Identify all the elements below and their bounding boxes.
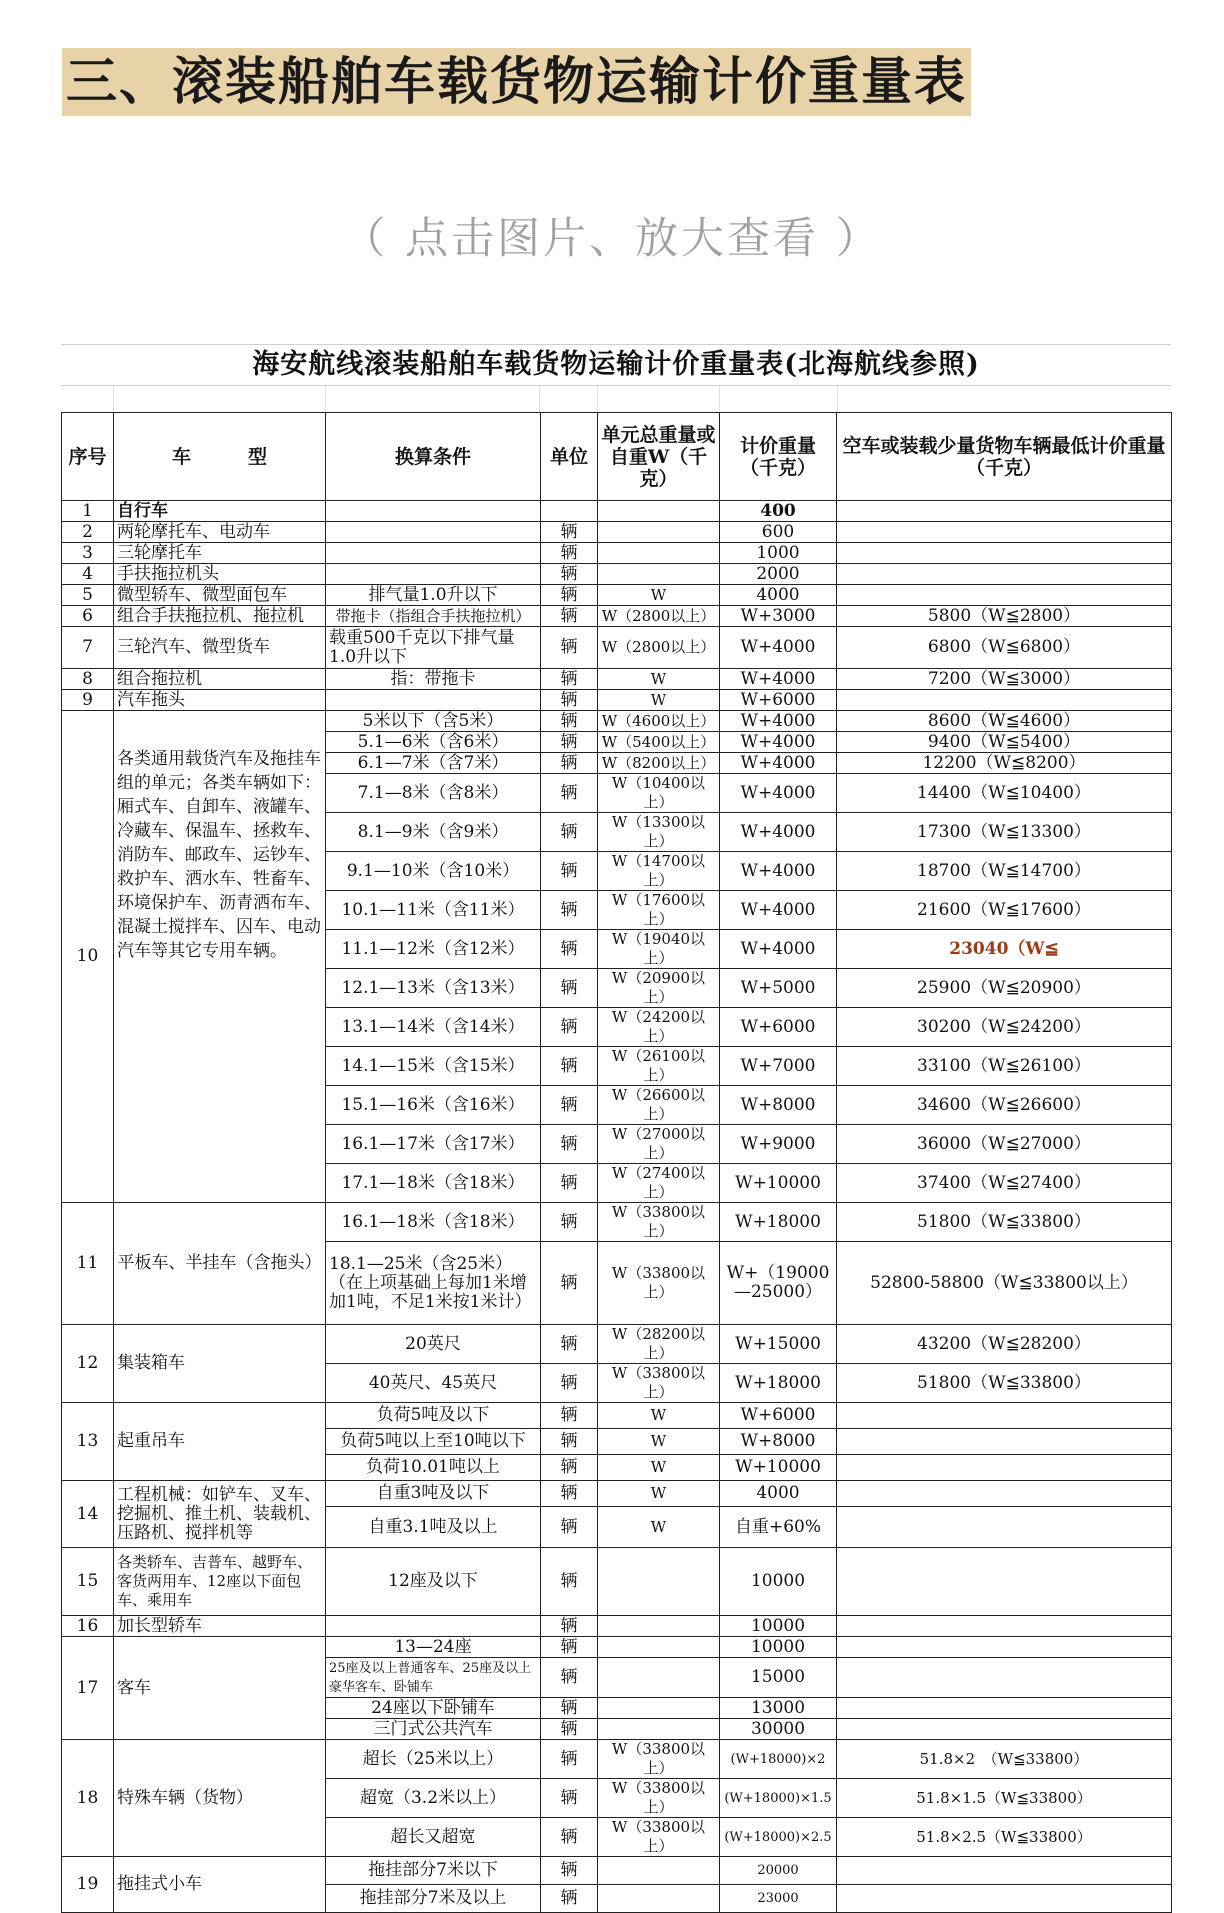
- table-row: [62, 564, 1172, 585]
- unit: 辆: [541, 585, 598, 606]
- row-no: 1: [62, 501, 114, 522]
- gross-weight: W（24200以上）: [598, 1008, 720, 1047]
- condition: 拖挂部分7米及以上: [326, 1885, 541, 1913]
- gross-weight: W（14700以上）: [598, 852, 720, 891]
- gross-weight: W（33800以上）: [598, 1364, 720, 1403]
- vehicle-type: 集装箱车: [114, 1325, 326, 1403]
- unit: 辆: [541, 1164, 598, 1203]
- condition: 拖挂部分7米以下: [326, 1857, 541, 1885]
- table-row: [62, 1857, 1172, 1885]
- condition: 6.1—7米（含7米）: [326, 753, 541, 774]
- table-row: [62, 669, 1172, 690]
- table-row: [62, 627, 1172, 669]
- min-weight: 33100（W≦26100）: [837, 1047, 1172, 1086]
- gross-weight: W（17600以上）: [598, 891, 720, 930]
- row-no: 18: [62, 1740, 114, 1857]
- unit: 辆: [541, 1429, 598, 1455]
- vehicle-type: 三轮摩托车: [114, 543, 326, 564]
- price-weight: (W+18000)×2: [720, 1740, 837, 1779]
- vehicle-type: 三轮汽车、微型货车: [114, 627, 326, 669]
- min-weight: 9400（W≦5400）: [837, 732, 1172, 753]
- table-row: [62, 1548, 1172, 1616]
- min-weight: 25900（W≦20900）: [837, 969, 1172, 1008]
- col-header-no: 序号: [62, 413, 114, 501]
- min-weight: [837, 1719, 1172, 1740]
- gross-weight: W（33800以上）: [598, 1242, 720, 1325]
- unit: 辆: [541, 1507, 598, 1548]
- unit: 辆: [541, 1203, 598, 1242]
- unit: 辆: [541, 1637, 598, 1658]
- price-weight: (W+18000)×1.5: [720, 1779, 837, 1818]
- price-weight: W+5000: [720, 969, 837, 1008]
- row-no: 17: [62, 1637, 114, 1740]
- condition: 负荷10.01吨以上: [326, 1455, 541, 1481]
- price-weight: 400: [720, 501, 837, 522]
- min-weight: 21600（W≦17600）: [837, 891, 1172, 930]
- condition: 载重500千克以下排气量1.0升以下: [326, 627, 541, 669]
- gross-weight: W: [598, 1481, 720, 1507]
- gross-weight: W（2800以上）: [598, 627, 720, 669]
- condition: 超宽（3.2米以上）: [326, 1779, 541, 1818]
- condition: 25座及以上普通客车、25座及以上豪华客车、卧铺车: [326, 1658, 541, 1698]
- condition: 负荷5吨以上至10吨以下: [326, 1429, 541, 1455]
- price-weight: W+7000: [720, 1047, 837, 1086]
- price-weight: W+18000: [720, 1364, 837, 1403]
- table-row: [62, 711, 1172, 732]
- gross-weight: W（26100以上）: [598, 1047, 720, 1086]
- condition: 7.1—8米（含8米）: [326, 774, 541, 813]
- row-no: 11: [62, 1203, 114, 1325]
- unit: 辆: [541, 1616, 598, 1637]
- price-weight: 15000: [720, 1658, 837, 1698]
- price-weight: 600: [720, 522, 837, 543]
- row-no: 10: [62, 711, 114, 1203]
- min-weight: [837, 1507, 1172, 1548]
- vehicle-type: 微型轿车、微型面包车: [114, 585, 326, 606]
- blank-row: [61, 384, 1171, 412]
- condition: [326, 1616, 541, 1637]
- row-no: 12: [62, 1325, 114, 1403]
- price-weight: W+4000: [720, 813, 837, 852]
- zoom-hint[interactable]: （ 点击图片、放大查看 ）: [342, 214, 882, 264]
- gross-weight: W: [598, 1507, 720, 1548]
- gross-weight: W（20900以上）: [598, 969, 720, 1008]
- unit: 辆: [541, 1658, 598, 1698]
- vehicle-type: 加长型轿车: [114, 1616, 326, 1637]
- price-weight: W+4000: [720, 930, 837, 969]
- min-weight: 30200（W≦24200）: [837, 1008, 1172, 1047]
- row-no: 4: [62, 564, 114, 585]
- unit: 辆: [541, 1403, 598, 1429]
- price-weight: W+4000: [720, 627, 837, 669]
- unit: 辆: [541, 1086, 598, 1125]
- data-table: [61, 412, 1172, 1913]
- price-weight: W+4000: [720, 732, 837, 753]
- unit: 辆: [541, 1242, 598, 1325]
- price-weight: W+10000: [720, 1455, 837, 1481]
- condition: 排气量1.0升以下: [326, 585, 541, 606]
- gross-weight: [598, 1548, 720, 1616]
- table-row: [62, 1481, 1172, 1507]
- unit: 辆: [541, 627, 598, 669]
- row-no: 13: [62, 1403, 114, 1481]
- col-header-unit: 单位: [541, 413, 598, 501]
- min-weight: 51.8×2 （W≦33800）: [837, 1740, 1172, 1779]
- condition: 8.1—9米（含9米）: [326, 813, 541, 852]
- gross-weight: W（33800以上）: [598, 1740, 720, 1779]
- condition: 13—24座: [326, 1637, 541, 1658]
- unit: 辆: [541, 1818, 598, 1857]
- condition: 20英尺: [326, 1325, 541, 1364]
- vehicle-type: 各类通用载货汽车及拖挂车组的单元；各类车辆如下：厢式车、自卸车、液罐车、冷藏车、保温车、拯救车、消防车、邮政车、运钞车、救护车、洒水车、牲畜车、环境保护车、沥青洒布车、混凝土搅拌车、囚车、电动汽车等其它专用车辆。: [114, 711, 326, 1203]
- condition: 17.1—18米（含18米）: [326, 1164, 541, 1203]
- price-weight: W+6000: [720, 1008, 837, 1047]
- condition: 40英尺、45英尺: [326, 1364, 541, 1403]
- price-weight: 13000: [720, 1698, 837, 1719]
- row-no: 2: [62, 522, 114, 543]
- min-weight: 6800（W≦6800）: [837, 627, 1172, 669]
- price-weight: W+3000: [720, 606, 837, 627]
- gross-weight: W（10400以上）: [598, 774, 720, 813]
- condition: 9.1—10米（含10米）: [326, 852, 541, 891]
- condition: 16.1—18米（含18米）: [326, 1203, 541, 1242]
- unit: 辆: [541, 813, 598, 852]
- vehicle-type: 组合拖拉机: [114, 669, 326, 690]
- min-weight: 43200（W≦28200）: [837, 1325, 1172, 1364]
- min-weight: 18700（W≦14700）: [837, 852, 1172, 891]
- price-weight: 23000: [720, 1885, 837, 1913]
- unit: 辆: [541, 1719, 598, 1740]
- gross-weight: W: [598, 690, 720, 711]
- min-weight: 51800（W≦33800）: [837, 1364, 1172, 1403]
- table-row: [62, 1403, 1172, 1429]
- price-weight: 10000: [720, 1616, 837, 1637]
- unit: 辆: [541, 1008, 598, 1047]
- vehicle-type: 工程机械：如铲车、叉车、挖掘机、推土机、装载机、压路机、搅拌机等: [114, 1481, 326, 1548]
- min-weight: [837, 1403, 1172, 1429]
- min-weight: 12200（W≦8200）: [837, 753, 1172, 774]
- min-weight: 51.8×1.5（W≦33800）: [837, 1779, 1172, 1818]
- unit: 辆: [541, 1047, 598, 1086]
- price-weight: W+4000: [720, 774, 837, 813]
- row-no: 14: [62, 1481, 114, 1548]
- price-weight: W+10000: [720, 1164, 837, 1203]
- unit: 辆: [541, 522, 598, 543]
- min-weight: 51800（W≦33800）: [837, 1203, 1172, 1242]
- row-no: 3: [62, 543, 114, 564]
- price-weight: W+4000: [720, 891, 837, 930]
- min-weight: [837, 1698, 1172, 1719]
- min-weight: 23040（W≦: [837, 930, 1172, 969]
- table-row: [62, 606, 1172, 627]
- row-no: 7: [62, 627, 114, 669]
- gross-weight: W（33800以上）: [598, 1203, 720, 1242]
- price-weight: W+6000: [720, 690, 837, 711]
- min-weight: 14400（W≦10400）: [837, 774, 1172, 813]
- condition: 12座及以下: [326, 1548, 541, 1616]
- unit: 辆: [541, 690, 598, 711]
- vehicle-type: 客车: [114, 1637, 326, 1740]
- table-row: [62, 522, 1172, 543]
- price-weight: W+8000: [720, 1429, 837, 1455]
- price-weight: W+18000: [720, 1203, 837, 1242]
- condition: 14.1—15米（含15米）: [326, 1047, 541, 1086]
- unit: 辆: [541, 1125, 598, 1164]
- price-weight: W+9000: [720, 1125, 837, 1164]
- table-row: [62, 1740, 1172, 1779]
- condition: 带拖卡（指组合手扶拖拉机）: [326, 606, 541, 627]
- price-weight: W+（19000—25000）: [720, 1242, 837, 1325]
- min-weight: 5800（W≦2800）: [837, 606, 1172, 627]
- table-row: [62, 1637, 1172, 1658]
- table-row: [62, 501, 1172, 522]
- col-header-min: 空车或装载少量货物车辆最低计价重量（千克）: [837, 413, 1172, 501]
- vehicle-type: 起重吊车: [114, 1403, 326, 1481]
- condition: 5米以下（含5米）: [326, 711, 541, 732]
- condition: 5.1—6米（含6米）: [326, 732, 541, 753]
- unit: 辆: [541, 711, 598, 732]
- vehicle-type: 平板车、半挂车（含拖头）: [114, 1203, 326, 1325]
- header-row: [62, 413, 1172, 501]
- gross-weight: W（27000以上）: [598, 1125, 720, 1164]
- min-weight: 37400（W≦27400）: [837, 1164, 1172, 1203]
- unit: 辆: [541, 930, 598, 969]
- min-weight: 36000（W≦27000）: [837, 1125, 1172, 1164]
- col-header-price: 计价重量（千克）: [720, 413, 837, 501]
- table-row: [62, 1325, 1172, 1364]
- table-row: [62, 585, 1172, 606]
- gross-weight: W: [598, 669, 720, 690]
- gross-weight: W（33800以上）: [598, 1779, 720, 1818]
- condition: 16.1—17米（含17米）: [326, 1125, 541, 1164]
- min-weight: [837, 1637, 1172, 1658]
- table-row: [62, 690, 1172, 711]
- row-no: 9: [62, 690, 114, 711]
- price-weight: 10000: [720, 1548, 837, 1616]
- min-weight: 8600（W≦4600）: [837, 711, 1172, 732]
- condition: 自重3吨及以下: [326, 1481, 541, 1507]
- vehicle-type: 自行车: [114, 501, 326, 522]
- gross-weight: W: [598, 585, 720, 606]
- min-weight: [837, 1429, 1172, 1455]
- vehicle-type: 各类轿车、吉普车、越野车、客货两用车、12座以下面包车、乘用车: [114, 1548, 326, 1616]
- unit: 辆: [541, 1857, 598, 1885]
- col-header-weight: 单元总重量或自重W（千克）: [598, 413, 720, 501]
- condition: 12.1—13米（含13米）: [326, 969, 541, 1008]
- row-no: 19: [62, 1857, 114, 1913]
- price-weight: W+4000: [720, 711, 837, 732]
- condition: 超长又超宽: [326, 1818, 541, 1857]
- col-header-cond: 换算条件: [326, 413, 541, 501]
- unit: 辆: [541, 753, 598, 774]
- condition: 负荷5吨及以下: [326, 1403, 541, 1429]
- row-no: 6: [62, 606, 114, 627]
- col-header-type: 车 型: [114, 413, 326, 501]
- gross-weight: [598, 1658, 720, 1698]
- gross-weight: W: [598, 1403, 720, 1429]
- unit: 辆: [541, 543, 598, 564]
- unit: 辆: [541, 732, 598, 753]
- unit: 辆: [541, 1325, 598, 1364]
- gross-weight: W（28200以上）: [598, 1325, 720, 1364]
- vehicle-type: 特殊车辆（货物）: [114, 1740, 326, 1857]
- unit: 辆: [541, 1481, 598, 1507]
- table-row: [62, 543, 1172, 564]
- row-no: 8: [62, 669, 114, 690]
- vehicle-type: 手扶拖拉机头: [114, 564, 326, 585]
- condition: 11.1—12米（含12米）: [326, 930, 541, 969]
- min-weight: 17300（W≦13300）: [837, 813, 1172, 852]
- price-weight: W+15000: [720, 1325, 837, 1364]
- gross-weight: [598, 1616, 720, 1637]
- min-weight: [837, 1616, 1172, 1637]
- gross-weight: [598, 1698, 720, 1719]
- price-weight: 1000: [720, 543, 837, 564]
- row-no: 16: [62, 1616, 114, 1637]
- condition: 24座以下卧铺车: [326, 1698, 541, 1719]
- condition: 10.1—11米（含11米）: [326, 891, 541, 930]
- unit: 辆: [541, 1364, 598, 1403]
- gross-weight: W（26600以上）: [598, 1086, 720, 1125]
- unit: 辆: [541, 1698, 598, 1719]
- condition: 三门式公共汽车: [326, 1719, 541, 1740]
- price-weight: W+8000: [720, 1086, 837, 1125]
- gross-weight: W（19040以上）: [598, 930, 720, 969]
- page-heading: 三、滚装船舶车载货物运输计价重量表: [62, 48, 971, 116]
- unit: 辆: [541, 969, 598, 1008]
- price-weight: 4000: [720, 585, 837, 606]
- unit: 辆: [541, 774, 598, 813]
- unit: 辆: [541, 1455, 598, 1481]
- gross-weight: W（33800以上）: [598, 1818, 720, 1857]
- vehicle-type: 两轮摩托车、电动车: [114, 522, 326, 543]
- unit: 辆: [541, 564, 598, 585]
- vehicle-type: 拖挂式小车: [114, 1857, 326, 1913]
- unit: 辆: [541, 1740, 598, 1779]
- price-weight: (W+18000)×2.5: [720, 1818, 837, 1857]
- price-weight: 4000: [720, 1481, 837, 1507]
- price-weight: W+4000: [720, 753, 837, 774]
- vehicle-type: 汽车拖头: [114, 690, 326, 711]
- price-weight: W+6000: [720, 1403, 837, 1429]
- gross-weight: [598, 1719, 720, 1740]
- min-weight: 34600（W≦26600）: [837, 1086, 1172, 1125]
- unit: 辆: [541, 669, 598, 690]
- price-weight: 自重+60%: [720, 1507, 837, 1548]
- condition: 指：带拖卡: [326, 669, 541, 690]
- gross-weight: [598, 1857, 720, 1885]
- unit: 辆: [541, 1885, 598, 1913]
- condition: 15.1—16米（含16米）: [326, 1086, 541, 1125]
- price-weight: 20000: [720, 1857, 837, 1885]
- condition: 18.1—25米（含25米）（在上项基础上每加1米增加1吨，不足1米按1米计）: [326, 1242, 541, 1325]
- min-weight: [837, 1658, 1172, 1698]
- table-title: 海安航线滚装船舶车载货物运输计价重量表(北海航线参照): [61, 344, 1171, 386]
- price-weight: 2000: [720, 564, 837, 585]
- gross-weight: W（2800以上）: [598, 606, 720, 627]
- gross-weight: W: [598, 1429, 720, 1455]
- vehicle-type: 组合手扶拖拉机、拖拉机: [114, 606, 326, 627]
- price-weight-table-image[interactable]: [61, 344, 1171, 1908]
- row-no: 5: [62, 585, 114, 606]
- condition: 13.1—14米（含14米）: [326, 1008, 541, 1047]
- min-weight: 7200（W≦3000）: [837, 669, 1172, 690]
- price-weight: W+4000: [720, 669, 837, 690]
- gross-weight: W（8200以上）: [598, 753, 720, 774]
- price-weight: W+4000: [720, 852, 837, 891]
- min-weight: [837, 1857, 1172, 1885]
- unit: 辆: [541, 1779, 598, 1818]
- min-weight: [837, 1548, 1172, 1616]
- gross-weight: W: [598, 1455, 720, 1481]
- min-weight: 52800-58800（W≦33800以上）: [837, 1242, 1172, 1325]
- gross-weight: W（5400以上）: [598, 732, 720, 753]
- unit: 辆: [541, 891, 598, 930]
- gross-weight: W（27400以上）: [598, 1164, 720, 1203]
- condition: 自重3.1吨及以上: [326, 1507, 541, 1548]
- table-row: [62, 1203, 1172, 1242]
- unit: 辆: [541, 852, 598, 891]
- min-weight: [837, 1885, 1172, 1913]
- unit: 辆: [541, 606, 598, 627]
- gross-weight: [598, 1885, 720, 1913]
- min-weight: [837, 1455, 1172, 1481]
- row-no: 15: [62, 1548, 114, 1616]
- price-weight: 30000: [720, 1719, 837, 1740]
- table-row: [62, 1616, 1172, 1637]
- gross-weight: W（4600以上）: [598, 711, 720, 732]
- gross-weight: [598, 1637, 720, 1658]
- unit: 辆: [541, 1548, 598, 1616]
- min-weight: 51.8×2.5（W≦33800）: [837, 1818, 1172, 1857]
- condition: 超长（25米以上）: [326, 1740, 541, 1779]
- min-weight: [837, 1481, 1172, 1507]
- price-weight: 10000: [720, 1637, 837, 1658]
- gross-weight: W（13300以上）: [598, 813, 720, 852]
